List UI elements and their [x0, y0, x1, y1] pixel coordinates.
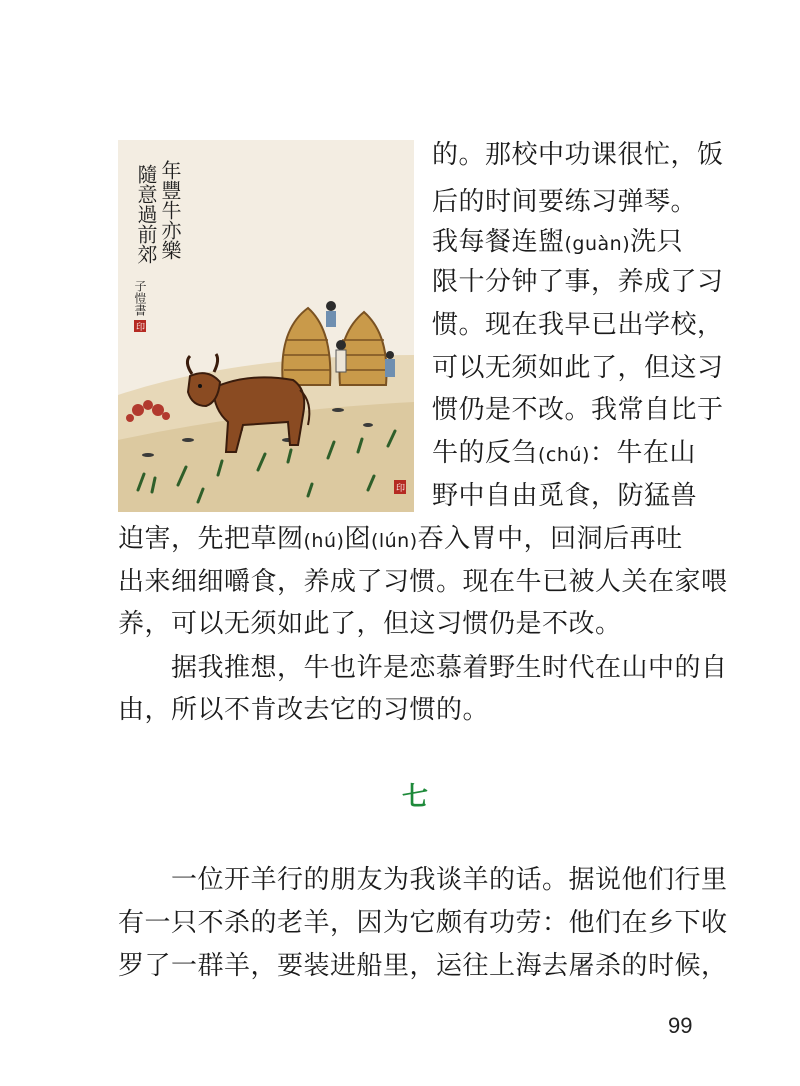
text-line: 出来细细嚼食，养成了习惯。现在牛已被人关在家喂 [118, 567, 728, 597]
text-line: 罗了一群羊，要装进船里，运往上海去屠杀的时候， [118, 951, 728, 981]
painting-seal-1: 印 [136, 323, 146, 333]
pinyin: (hú) [303, 530, 345, 552]
painting-signature: 子愷書 [133, 280, 147, 316]
paragraph-start: 一位开羊行的朋友为我谈羊的话。据说他们行里 [171, 865, 728, 895]
text-line: 惯。现在我早已出学校， [432, 310, 724, 340]
text-line: 后的时间要练习弹琴。 [432, 187, 698, 217]
text-line: 由，所以不肯改去它的习惯的。 [118, 695, 490, 725]
painting-inscription-1: 年豐牛亦樂 [158, 160, 182, 260]
paragraph-start: 据我推想，牛也许是恋慕着野生时代在山中的自 [171, 653, 728, 683]
text-line: 牛的反刍(chú)：牛在山 [432, 438, 696, 468]
text-line: 有一只不杀的老羊，因为它颇有功劳：他们在乡下收 [118, 908, 728, 938]
pinyin: (chú) [538, 444, 590, 466]
text-line: 迫害，先把草囫(hú)囵(lún)吞入胃中，回洞后再吐 [118, 524, 683, 554]
ox-painting [118, 140, 414, 512]
text-line: 限十分钟了事，养成了习 [432, 267, 724, 297]
page-number: 99 [668, 1013, 693, 1038]
painting-seal-2: 印 [396, 484, 406, 494]
section-number: 七 [401, 782, 428, 812]
pinyin: (guàn) [564, 233, 631, 255]
text-line: 野中自由觅食，防猛兽 [432, 481, 698, 511]
text-line: 我每餐连盥(guàn)洗只 [432, 227, 684, 257]
text-line: 的。那校中功课很忙，饭 [432, 140, 724, 170]
text-line: 可以无须如此了，但这习 [432, 353, 724, 383]
pinyin: (lún) [370, 530, 418, 552]
painting-inscription-2: 隨意過前郊 [134, 164, 158, 264]
text-line: 惯仍是不改。我常自比于 [432, 395, 724, 425]
text-line: 养，可以无须如此了，但这习惯仍是不改。 [118, 609, 622, 639]
